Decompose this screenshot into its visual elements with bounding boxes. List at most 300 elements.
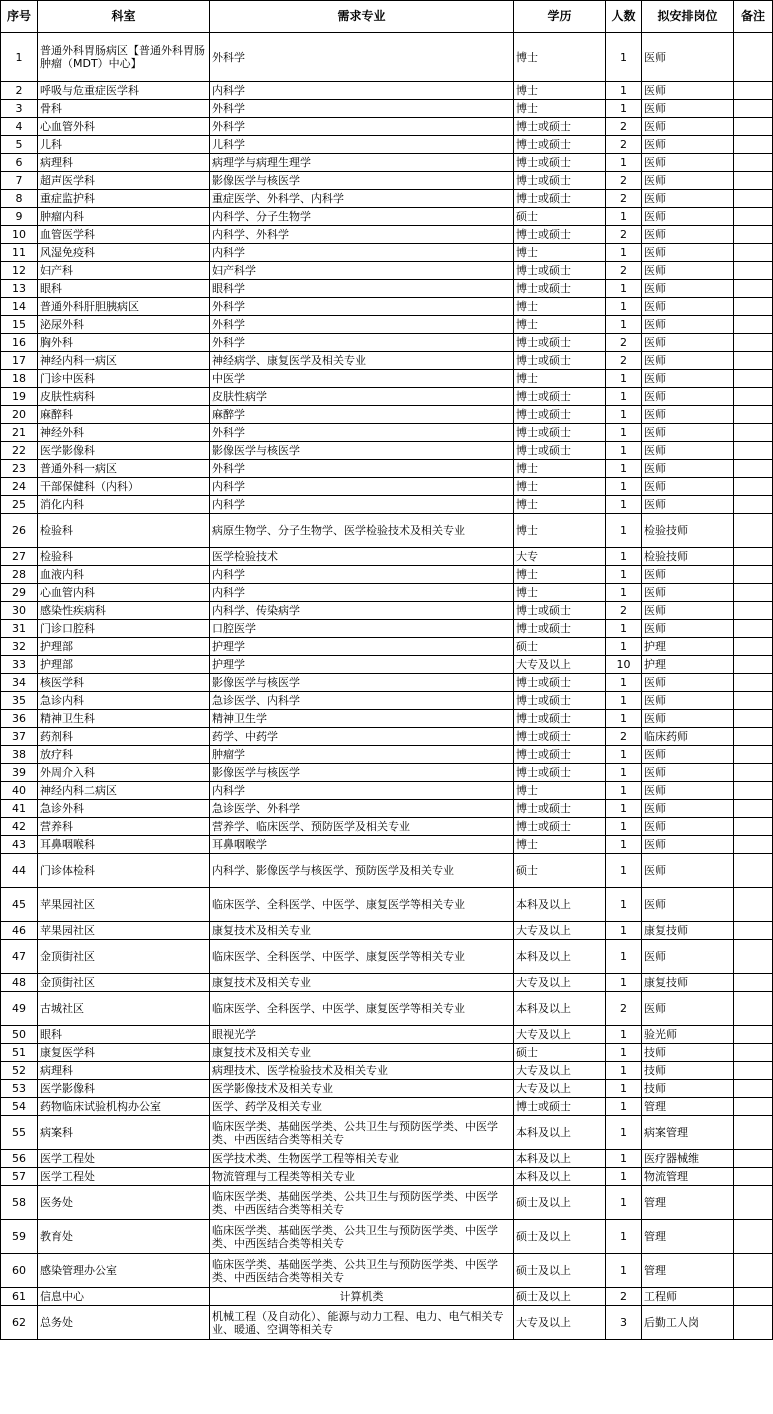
cell-dept: 金顶街社区 bbox=[38, 940, 210, 974]
cell-major: 临床医学类、基础医学类、公共卫生与预防医学类、中医学类、中西医结合类等相关专 bbox=[210, 1220, 514, 1254]
table-row bbox=[1, 208, 773, 226]
cell-no: 49 bbox=[1, 992, 38, 1026]
cell-dept: 普通外科肝胆胰病区 bbox=[38, 298, 210, 316]
header-post: 拟安排岗位 bbox=[642, 1, 734, 33]
cell-note bbox=[734, 620, 773, 638]
cell-no: 47 bbox=[1, 940, 38, 974]
cell-count: 1 bbox=[606, 674, 642, 692]
table-row bbox=[1, 478, 773, 496]
cell-dept: 神经内科一病区 bbox=[38, 352, 210, 370]
cell-post: 医师 bbox=[642, 334, 734, 352]
cell-note bbox=[734, 100, 773, 118]
cell-no: 24 bbox=[1, 478, 38, 496]
cell-dept: 病案科 bbox=[38, 1116, 210, 1150]
cell-note bbox=[734, 1026, 773, 1044]
cell-major: 急诊医学、外科学 bbox=[210, 800, 514, 818]
cell-major: 机械工程（及自动化）、能源与动力工程、电力、电气相关专业、暖通、空调等相关专 bbox=[210, 1306, 514, 1340]
cell-dept: 急诊内科 bbox=[38, 692, 210, 710]
table-row bbox=[1, 424, 773, 442]
cell-no: 43 bbox=[1, 836, 38, 854]
cell-major: 口腔医学 bbox=[210, 620, 514, 638]
cell-dept: 门诊口腔科 bbox=[38, 620, 210, 638]
cell-note bbox=[734, 1116, 773, 1150]
cell-major: 物流管理与工程类等相关专业 bbox=[210, 1168, 514, 1186]
cell-major: 内科学 bbox=[210, 244, 514, 262]
cell-no: 3 bbox=[1, 100, 38, 118]
cell-dept: 外周介入科 bbox=[38, 764, 210, 782]
table-row bbox=[1, 334, 773, 352]
table-row bbox=[1, 1080, 773, 1098]
cell-count: 1 bbox=[606, 424, 642, 442]
cell-edu: 博士或硕士 bbox=[514, 1098, 606, 1116]
cell-major: 内科学、外科学 bbox=[210, 226, 514, 244]
cell-edu: 大专及以上 bbox=[514, 1080, 606, 1098]
cell-note bbox=[734, 514, 773, 548]
cell-post: 医师 bbox=[642, 352, 734, 370]
cell-post: 后勤工人岗 bbox=[642, 1306, 734, 1340]
cell-dept: 重症监护科 bbox=[38, 190, 210, 208]
cell-note bbox=[734, 566, 773, 584]
table-row bbox=[1, 136, 773, 154]
cell-count: 1 bbox=[606, 370, 642, 388]
cell-edu: 本科及以上 bbox=[514, 888, 606, 922]
cell-note bbox=[734, 82, 773, 100]
cell-post: 医师 bbox=[642, 370, 734, 388]
cell-no: 25 bbox=[1, 496, 38, 514]
cell-dept: 医务处 bbox=[38, 1186, 210, 1220]
cell-count: 1 bbox=[606, 154, 642, 172]
cell-dept: 医学影像科 bbox=[38, 442, 210, 460]
cell-edu: 博士或硕士 bbox=[514, 674, 606, 692]
table-row bbox=[1, 262, 773, 280]
cell-dept: 眼科 bbox=[38, 1026, 210, 1044]
cell-dept: 营养科 bbox=[38, 818, 210, 836]
cell-count: 1 bbox=[606, 764, 642, 782]
cell-post: 医师 bbox=[642, 208, 734, 226]
cell-post: 康复技师 bbox=[642, 922, 734, 940]
cell-post: 医师 bbox=[642, 746, 734, 764]
cell-note bbox=[734, 1306, 773, 1340]
cell-no: 29 bbox=[1, 584, 38, 602]
table-row bbox=[1, 442, 773, 460]
cell-post: 医师 bbox=[642, 692, 734, 710]
cell-note bbox=[734, 548, 773, 566]
cell-dept: 检验科 bbox=[38, 548, 210, 566]
cell-edu: 大专及以上 bbox=[514, 1306, 606, 1340]
cell-dept: 感染性疾病科 bbox=[38, 602, 210, 620]
table-row bbox=[1, 33, 773, 82]
table-row bbox=[1, 1186, 773, 1220]
cell-dept: 检验科 bbox=[38, 514, 210, 548]
cell-major: 外科学 bbox=[210, 118, 514, 136]
cell-post: 康复技师 bbox=[642, 974, 734, 992]
table-row bbox=[1, 406, 773, 424]
cell-no: 51 bbox=[1, 1044, 38, 1062]
cell-major: 麻醉学 bbox=[210, 406, 514, 424]
header-no: 序号 bbox=[1, 1, 38, 33]
cell-note bbox=[734, 1080, 773, 1098]
cell-post: 医师 bbox=[642, 940, 734, 974]
cell-major: 外科学 bbox=[210, 298, 514, 316]
cell-edu: 硕士及以上 bbox=[514, 1186, 606, 1220]
table-row bbox=[1, 298, 773, 316]
cell-major: 外科学 bbox=[210, 460, 514, 478]
cell-count: 1 bbox=[606, 888, 642, 922]
cell-post: 检验技师 bbox=[642, 514, 734, 548]
cell-no: 45 bbox=[1, 888, 38, 922]
cell-edu: 博士或硕士 bbox=[514, 352, 606, 370]
cell-dept: 门诊体检科 bbox=[38, 854, 210, 888]
header-note: 备注 bbox=[734, 1, 773, 33]
table-row bbox=[1, 800, 773, 818]
cell-edu: 博士 bbox=[514, 836, 606, 854]
cell-no: 60 bbox=[1, 1254, 38, 1288]
cell-count: 1 bbox=[606, 388, 642, 406]
cell-edu: 大专 bbox=[514, 548, 606, 566]
table-row bbox=[1, 940, 773, 974]
cell-count: 1 bbox=[606, 566, 642, 584]
cell-count: 2 bbox=[606, 172, 642, 190]
cell-count: 2 bbox=[606, 352, 642, 370]
table-row bbox=[1, 888, 773, 922]
cell-no: 19 bbox=[1, 388, 38, 406]
cell-post: 医师 bbox=[642, 460, 734, 478]
cell-count: 1 bbox=[606, 638, 642, 656]
cell-major: 医学技术类、生物医学工程等相关专业 bbox=[210, 1150, 514, 1168]
cell-no: 52 bbox=[1, 1062, 38, 1080]
cell-post: 工程师 bbox=[642, 1288, 734, 1306]
cell-major: 影像医学与核医学 bbox=[210, 674, 514, 692]
cell-post: 医师 bbox=[642, 478, 734, 496]
cell-count: 1 bbox=[606, 836, 642, 854]
cell-major: 内科学 bbox=[210, 584, 514, 602]
cell-dept: 精神卫生科 bbox=[38, 710, 210, 728]
cell-note bbox=[734, 974, 773, 992]
table-row bbox=[1, 100, 773, 118]
cell-dept: 苹果园社区 bbox=[38, 922, 210, 940]
cell-major: 眼科学 bbox=[210, 280, 514, 298]
cell-no: 56 bbox=[1, 1150, 38, 1168]
cell-post: 医师 bbox=[642, 674, 734, 692]
cell-no: 11 bbox=[1, 244, 38, 262]
cell-note bbox=[734, 280, 773, 298]
cell-dept: 药物临床试验机构办公室 bbox=[38, 1098, 210, 1116]
cell-edu: 博士或硕士 bbox=[514, 764, 606, 782]
cell-edu: 博士或硕士 bbox=[514, 818, 606, 836]
cell-edu: 博士 bbox=[514, 514, 606, 548]
cell-note bbox=[734, 836, 773, 854]
cell-no: 41 bbox=[1, 800, 38, 818]
cell-post: 管理 bbox=[642, 1098, 734, 1116]
cell-major: 临床医学、全科医学、中医学、康复医学等相关专业 bbox=[210, 940, 514, 974]
table-row bbox=[1, 1044, 773, 1062]
table-row bbox=[1, 1150, 773, 1168]
cell-dept: 核医学科 bbox=[38, 674, 210, 692]
cell-note bbox=[734, 1098, 773, 1116]
cell-count: 1 bbox=[606, 460, 642, 478]
cell-count: 1 bbox=[606, 100, 642, 118]
cell-edu: 本科及以上 bbox=[514, 940, 606, 974]
cell-dept: 麻醉科 bbox=[38, 406, 210, 424]
cell-dept: 神经内科二病区 bbox=[38, 782, 210, 800]
cell-post: 医师 bbox=[642, 226, 734, 244]
cell-note bbox=[734, 442, 773, 460]
cell-note bbox=[734, 1186, 773, 1220]
cell-note bbox=[734, 33, 773, 82]
cell-major: 耳鼻咽喉学 bbox=[210, 836, 514, 854]
cell-count: 1 bbox=[606, 1026, 642, 1044]
cell-no: 35 bbox=[1, 692, 38, 710]
cell-major: 内科学、影像医学与核医学、预防医学及相关专业 bbox=[210, 854, 514, 888]
table-row bbox=[1, 674, 773, 692]
cell-edu: 硕士 bbox=[514, 638, 606, 656]
cell-no: 33 bbox=[1, 656, 38, 674]
cell-note bbox=[734, 190, 773, 208]
cell-no: 1 bbox=[1, 33, 38, 82]
cell-count: 1 bbox=[606, 854, 642, 888]
cell-post: 医师 bbox=[642, 566, 734, 584]
cell-post: 医师 bbox=[642, 818, 734, 836]
cell-dept: 心血管外科 bbox=[38, 118, 210, 136]
cell-count: 1 bbox=[606, 298, 642, 316]
cell-no: 32 bbox=[1, 638, 38, 656]
cell-note bbox=[734, 154, 773, 172]
cell-no: 2 bbox=[1, 82, 38, 100]
cell-post: 医师 bbox=[642, 854, 734, 888]
cell-dept: 胸外科 bbox=[38, 334, 210, 352]
cell-no: 14 bbox=[1, 298, 38, 316]
cell-count: 1 bbox=[606, 33, 642, 82]
cell-edu: 大专及以上 bbox=[514, 656, 606, 674]
cell-note bbox=[734, 800, 773, 818]
cell-major: 护理学 bbox=[210, 656, 514, 674]
cell-post: 医师 bbox=[642, 442, 734, 460]
cell-no: 59 bbox=[1, 1220, 38, 1254]
cell-dept: 医学工程处 bbox=[38, 1150, 210, 1168]
cell-major: 医学影像技术及相关专业 bbox=[210, 1080, 514, 1098]
table-row bbox=[1, 1220, 773, 1254]
cell-edu: 大专及以上 bbox=[514, 1062, 606, 1080]
cell-edu: 博士或硕士 bbox=[514, 746, 606, 764]
cell-dept: 儿科 bbox=[38, 136, 210, 154]
table-row bbox=[1, 584, 773, 602]
cell-edu: 硕士及以上 bbox=[514, 1254, 606, 1288]
table-row bbox=[1, 638, 773, 656]
cell-note bbox=[734, 922, 773, 940]
cell-post: 医师 bbox=[642, 800, 734, 818]
cell-dept: 泌尿外科 bbox=[38, 316, 210, 334]
cell-note bbox=[734, 388, 773, 406]
cell-no: 50 bbox=[1, 1026, 38, 1044]
cell-dept: 普通外科一病区 bbox=[38, 460, 210, 478]
cell-note bbox=[734, 1168, 773, 1186]
cell-post: 病案管理 bbox=[642, 1116, 734, 1150]
cell-dept: 康复医学科 bbox=[38, 1044, 210, 1062]
table-row bbox=[1, 118, 773, 136]
cell-edu: 博士或硕士 bbox=[514, 154, 606, 172]
cell-note bbox=[734, 710, 773, 728]
cell-no: 28 bbox=[1, 566, 38, 584]
cell-major: 外科学 bbox=[210, 316, 514, 334]
table-row bbox=[1, 728, 773, 746]
cell-no: 16 bbox=[1, 334, 38, 352]
table-row bbox=[1, 854, 773, 888]
cell-note bbox=[734, 1062, 773, 1080]
cell-post: 医师 bbox=[642, 764, 734, 782]
cell-post: 护理 bbox=[642, 656, 734, 674]
table-row bbox=[1, 82, 773, 100]
cell-major: 急诊医学、内科学 bbox=[210, 692, 514, 710]
cell-major: 神经病学、康复医学及相关专业 bbox=[210, 352, 514, 370]
cell-count: 1 bbox=[606, 974, 642, 992]
cell-major: 内科学 bbox=[210, 782, 514, 800]
cell-post: 医师 bbox=[642, 298, 734, 316]
table-row bbox=[1, 1288, 773, 1306]
cell-count: 1 bbox=[606, 1080, 642, 1098]
cell-dept: 骨科 bbox=[38, 100, 210, 118]
cell-post: 医师 bbox=[642, 584, 734, 602]
cell-edu: 博士或硕士 bbox=[514, 710, 606, 728]
cell-dept: 病理科 bbox=[38, 154, 210, 172]
table-row bbox=[1, 710, 773, 728]
cell-note bbox=[734, 118, 773, 136]
cell-count: 1 bbox=[606, 1168, 642, 1186]
cell-no: 58 bbox=[1, 1186, 38, 1220]
cell-no: 55 bbox=[1, 1116, 38, 1150]
cell-edu: 博士或硕士 bbox=[514, 262, 606, 280]
cell-count: 1 bbox=[606, 1220, 642, 1254]
cell-edu: 本科及以上 bbox=[514, 992, 606, 1026]
cell-dept: 耳鼻咽喉科 bbox=[38, 836, 210, 854]
cell-major: 肿瘤学 bbox=[210, 746, 514, 764]
cell-no: 22 bbox=[1, 442, 38, 460]
cell-no: 30 bbox=[1, 602, 38, 620]
cell-major: 外科学 bbox=[210, 334, 514, 352]
cell-edu: 博士 bbox=[514, 584, 606, 602]
cell-no: 48 bbox=[1, 974, 38, 992]
cell-major: 重症医学、外科学、内科学 bbox=[210, 190, 514, 208]
header-major: 需求专业 bbox=[210, 1, 514, 33]
cell-edu: 博士或硕士 bbox=[514, 692, 606, 710]
cell-post: 医师 bbox=[642, 172, 734, 190]
table-row bbox=[1, 1098, 773, 1116]
cell-major: 眼视光学 bbox=[210, 1026, 514, 1044]
cell-count: 1 bbox=[606, 584, 642, 602]
cell-note bbox=[734, 692, 773, 710]
cell-note bbox=[734, 638, 773, 656]
cell-post: 医师 bbox=[642, 244, 734, 262]
cell-note bbox=[734, 584, 773, 602]
cell-major: 临床医学、全科医学、中医学、康复医学等相关专业 bbox=[210, 992, 514, 1026]
cell-note bbox=[734, 424, 773, 442]
cell-edu: 博士 bbox=[514, 244, 606, 262]
cell-no: 53 bbox=[1, 1080, 38, 1098]
cell-count: 2 bbox=[606, 262, 642, 280]
cell-note bbox=[734, 352, 773, 370]
cell-dept: 心血管内科 bbox=[38, 584, 210, 602]
table-row bbox=[1, 974, 773, 992]
cell-count: 3 bbox=[606, 1306, 642, 1340]
cell-edu: 博士或硕士 bbox=[514, 226, 606, 244]
cell-post: 医师 bbox=[642, 388, 734, 406]
cell-dept: 神经外科 bbox=[38, 424, 210, 442]
cell-major: 外科学 bbox=[210, 100, 514, 118]
cell-major: 内科学 bbox=[210, 82, 514, 100]
cell-count: 1 bbox=[606, 692, 642, 710]
cell-post: 医师 bbox=[642, 992, 734, 1026]
cell-dept: 医学影像科 bbox=[38, 1080, 210, 1098]
cell-count: 1 bbox=[606, 514, 642, 548]
table-row bbox=[1, 818, 773, 836]
cell-note bbox=[734, 1288, 773, 1306]
cell-edu: 本科及以上 bbox=[514, 1168, 606, 1186]
cell-edu: 博士或硕士 bbox=[514, 280, 606, 298]
cell-post: 物流管理 bbox=[642, 1168, 734, 1186]
cell-count: 1 bbox=[606, 82, 642, 100]
cell-no: 62 bbox=[1, 1306, 38, 1340]
table-row bbox=[1, 316, 773, 334]
cell-count: 1 bbox=[606, 244, 642, 262]
cell-count: 1 bbox=[606, 940, 642, 974]
cell-no: 7 bbox=[1, 172, 38, 190]
cell-dept: 干部保健科（内科） bbox=[38, 478, 210, 496]
cell-dept: 血液内科 bbox=[38, 566, 210, 584]
cell-post: 护理 bbox=[642, 638, 734, 656]
cell-post: 医师 bbox=[642, 100, 734, 118]
cell-post: 医师 bbox=[642, 496, 734, 514]
table-row bbox=[1, 226, 773, 244]
cell-count: 2 bbox=[606, 334, 642, 352]
cell-note bbox=[734, 602, 773, 620]
cell-major: 中医学 bbox=[210, 370, 514, 388]
cell-count: 1 bbox=[606, 1254, 642, 1288]
cell-major: 临床医学类、基础医学类、公共卫生与预防医学类、中医学类、中西医结合类等相关专 bbox=[210, 1254, 514, 1288]
table-row bbox=[1, 746, 773, 764]
cell-no: 9 bbox=[1, 208, 38, 226]
cell-count: 2 bbox=[606, 728, 642, 746]
cell-edu: 博士或硕士 bbox=[514, 602, 606, 620]
cell-major: 医学、药学及相关专业 bbox=[210, 1098, 514, 1116]
cell-dept: 信息中心 bbox=[38, 1288, 210, 1306]
cell-count: 1 bbox=[606, 782, 642, 800]
cell-count: 2 bbox=[606, 118, 642, 136]
cell-no: 39 bbox=[1, 764, 38, 782]
cell-major: 影像医学与核医学 bbox=[210, 764, 514, 782]
table-row bbox=[1, 548, 773, 566]
cell-post: 医疗器械维 bbox=[642, 1150, 734, 1168]
cell-count: 1 bbox=[606, 478, 642, 496]
table-row bbox=[1, 514, 773, 548]
cell-edu: 大专及以上 bbox=[514, 974, 606, 992]
cell-count: 1 bbox=[606, 1186, 642, 1220]
cell-no: 31 bbox=[1, 620, 38, 638]
cell-dept: 消化内科 bbox=[38, 496, 210, 514]
cell-note bbox=[734, 1044, 773, 1062]
cell-edu: 博士或硕士 bbox=[514, 190, 606, 208]
cell-major: 影像医学与核医学 bbox=[210, 442, 514, 460]
cell-note bbox=[734, 244, 773, 262]
cell-count: 1 bbox=[606, 1116, 642, 1150]
cell-no: 27 bbox=[1, 548, 38, 566]
table-row bbox=[1, 1254, 773, 1288]
cell-edu: 博士 bbox=[514, 782, 606, 800]
cell-dept: 护理部 bbox=[38, 656, 210, 674]
cell-note bbox=[734, 406, 773, 424]
cell-post: 医师 bbox=[642, 262, 734, 280]
cell-post: 医师 bbox=[642, 136, 734, 154]
cell-edu: 博士或硕士 bbox=[514, 442, 606, 460]
cell-edu: 博士 bbox=[514, 100, 606, 118]
